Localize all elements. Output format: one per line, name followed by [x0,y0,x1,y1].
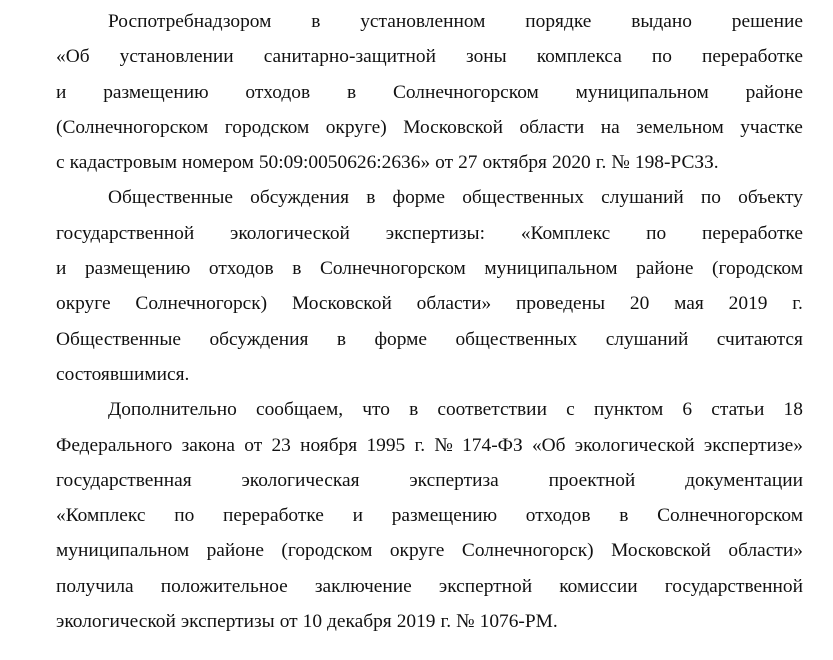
word: по [646,222,667,244]
word: муниципальном [56,540,190,562]
word: экологической [574,434,695,456]
word: считаются [716,328,803,350]
word: санитарно-защитной [263,46,436,68]
word: общественных [455,328,578,350]
word: Федерального [56,434,173,456]
word: объекту [738,187,803,209]
word: общественных [462,187,584,209]
word: 18 [783,399,803,421]
word: № [434,434,453,456]
word: Московской [403,116,504,138]
word: слушаний [601,187,684,209]
word: Роспотребнадзором [108,11,272,32]
word: закона [181,434,236,456]
word: 1076-РМ. [479,611,558,633]
word: комиссии [559,575,638,597]
word: октября [482,152,547,174]
word: 23 [271,434,291,456]
word: установлении [119,46,234,68]
word: в [311,11,321,32]
word: «Комплекс [520,222,611,244]
text-line [56,251,803,286]
text-line [56,145,803,180]
text-line [56,428,803,463]
word: 20 [629,293,650,315]
word: районе [206,540,264,562]
word: отходов [208,258,274,280]
word: 2019 [728,293,768,315]
word: отходов [525,505,591,527]
word: (Солнечногорском [56,116,209,138]
word: по [651,46,672,68]
word: городском [224,116,310,138]
word: экспертизы: [385,222,485,244]
word: слушаний [605,328,689,350]
text-line [56,286,803,321]
word: районе [636,258,694,280]
word: заключение [314,575,412,597]
word: земельном [636,116,724,138]
word: Солнечногорск) [461,540,594,562]
word: г. [414,434,426,456]
word: форме [374,328,427,350]
word: порядке [525,11,592,32]
word: кадастровым [69,152,177,174]
word: (городском [281,540,373,562]
word: комплекса [536,46,622,68]
word: государственной [56,222,195,244]
word: муниципальном [484,258,618,280]
word: г. [595,152,607,174]
word: области [519,116,585,138]
word: установленном [360,11,486,32]
text-line [56,604,803,639]
word: экологической [56,611,176,633]
word: размещению [84,258,191,280]
word: Солнечногорском [657,505,803,527]
word: № [456,611,475,633]
word: 10 [302,611,323,633]
text-line [56,463,803,498]
word: участке [740,116,803,138]
text-line [108,180,803,215]
word: решение [731,11,803,32]
word: Московской [291,293,392,315]
word: государственная [56,469,192,491]
word: в [409,399,419,421]
text-line [56,110,803,145]
word: «Об [56,46,90,68]
word: в [336,328,346,350]
word: в [619,505,629,527]
word: № [611,152,630,174]
word: 1995 [366,434,406,456]
word: государственной [664,575,803,597]
text-line [108,392,803,427]
word: области» [416,293,492,315]
word: экспертной [438,575,533,597]
word: (городском [712,258,803,280]
word: округе [56,293,111,315]
word: Общественные [108,187,234,209]
word: проведены [516,293,606,315]
word: от [435,152,454,174]
text-line [108,4,803,39]
paragraph-sanitary-zone-decision [56,4,803,180]
word: экспертиза [409,469,499,491]
word: размещению [103,81,209,103]
word: округе) [325,116,387,138]
word: получила [56,575,134,597]
word: и [352,505,364,527]
word: округе [389,540,445,562]
word: переработке [222,505,324,527]
word: «Комплекс [56,505,146,527]
text-line [56,39,803,74]
text-line [56,569,803,604]
word: обсуждения [209,328,309,350]
word: на [600,116,620,138]
word: экологической [230,222,350,244]
word: Дополнительно [108,399,237,421]
word: мая [674,293,704,315]
word: пунктом [593,399,664,421]
word: состоявшимися. [56,363,190,385]
word: обсуждения [250,187,350,209]
word: Московской [611,540,711,562]
word: с [566,399,575,421]
word: экспертизе» [703,434,803,456]
word: в [366,187,376,209]
word: переработке [702,46,803,68]
word: статьи [711,399,765,421]
word: 2019 [396,611,436,633]
word: Солнечногорск) [135,293,268,315]
word: и [56,258,67,280]
word: 6 [682,399,693,421]
word: 174-ФЗ [462,434,523,456]
word: зоны [466,46,507,68]
word: номером [181,152,254,174]
word: отходов [245,81,311,103]
word: г. [440,611,452,633]
word: экологическая [241,469,360,491]
word: экспертизы [180,611,275,633]
word: размещению [391,505,498,527]
text-line [56,75,803,110]
word: 198-РСЗЗ. [634,152,719,174]
word: сообщаем, [255,399,344,421]
word: выдано [631,11,692,32]
word: по [174,505,195,527]
word: форме [392,187,446,209]
word: от [279,611,298,633]
text-line [56,322,803,357]
word: области» [728,540,803,562]
word: 2020 [551,152,591,174]
word: 50:09:0050626:2636» [258,152,431,174]
word: документации [685,469,803,491]
paragraph-expert-conclusion [56,392,803,639]
word: Солнечногорском [319,258,466,280]
text-line [56,498,803,533]
word: Общественные [56,328,182,350]
word: муниципальном [575,81,709,103]
word: по [700,187,721,209]
text-line [56,533,803,568]
word: проектной [548,469,636,491]
word: районе [745,81,803,103]
text-line [56,216,803,251]
word: в [292,258,302,280]
word: что [362,399,390,421]
word: Солнечногорском [392,81,539,103]
word: г. [792,293,803,315]
word: в [346,81,357,103]
word: с [56,152,65,174]
word: положительное [160,575,288,597]
word: соответствии [437,399,547,421]
word: «Об [531,434,566,456]
word: и [56,81,67,103]
word: от [244,434,263,456]
word: ноября [300,434,358,456]
word: 27 [458,152,478,174]
word: декабря [327,611,392,633]
text-line [56,357,803,392]
word: переработке [702,222,803,244]
paragraph-public-hearings [56,180,803,392]
